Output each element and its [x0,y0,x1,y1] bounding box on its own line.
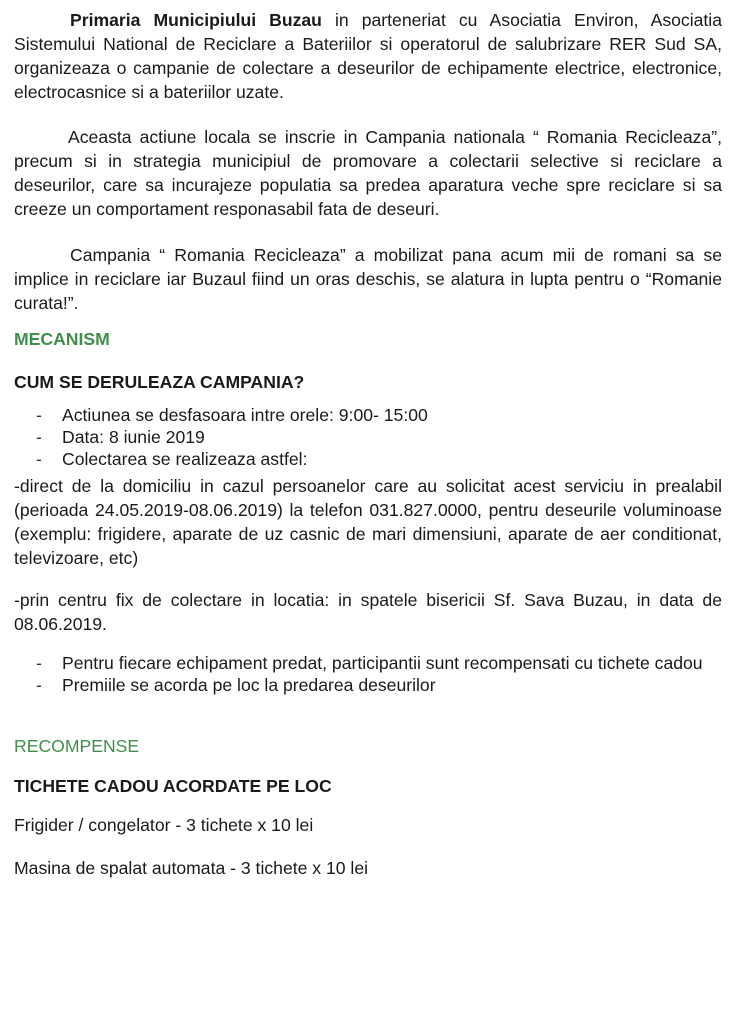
list-item: - Premiile se acorda pe loc la predarea deseurilor [36,675,436,695]
reward-item: Frigider / congelator - 3 tichete x 10 lei [14,815,314,835]
recompense-heading: RECOMPENSE [14,736,140,756]
list-item: - Pentru fiecare echipament predat, participantii sunt recompensati cu tichete cadou [36,653,703,673]
fixed-center-paragraph: -prin centru fix de colectare in locatia: in spatele bisericii Sf. Sava Buzau, in data de 08.06.2019. [14,590,722,634]
intro-paragraph-2: Aceasta actiune locala se inscrie in Campania nationala “ Romania Recicleaza”, precum si in strategia municipiul de promovare a colectarii selective si reciclare a deseurilor, care sa incurajeze populatia sa predea aparatura veche spre reciclare si sa creeze un comportament responasabil fata de deseuri. [14,127,722,219]
list-item: - Actiunea se desfasoara intre orele: 9:00- 15:00 [36,405,428,425]
gift-vouchers-title: TICHETE CADOU ACORDATE PE LOC [14,776,332,796]
list-item: - Data: 8 iunie 2019 [36,427,205,447]
dash-bullet: - [36,449,42,469]
organizer-name: Primaria Municipiului Buzau [70,10,322,30]
mecanism-heading: MECANISM [14,329,110,349]
reward-item: Masina de spalat automata - 3 tichete x 10 lei [14,858,369,878]
intro-paragraph-3: Campania “ Romania Recicleaza” a mobilizat pana acum mii de romani sa se implice in reciclare iar Buzaul fiind un oras deschis, se alatura in lupta pentru o “Romanie curata!”. [14,245,722,313]
dash-bullet: - [36,427,42,447]
home-collection-paragraph: -direct de la domiciliu in cazul persoanelor care au solicitat acest serviciu in prealabil (perioada 24.05.2019-08.06.2019) la telefon 031.827.0000, pentru deseurile voluminoase (exemplu: frigidere, aparate de uz casnic de mari dimensiuni, aparate de aer conditionat, televizoare, etc) [14,476,722,568]
campaign-details-list [14,404,722,470]
dash-bullet: - [36,653,42,673]
intro-paragraph-1-text: in parteneriat cu Asociatia Environ, Asociatia Sistemului National de Reciclare a Bateriilor si operatorul de salubrizare RER Sud SA, organizeaza o campanie de colectare a deseurilor de echipamente electrice, electronice, electrocasnice si a bateriilor uzate. [14,10,722,102]
intro-paragraph-1 [14,8,722,104]
dash-bullet: - [36,405,42,425]
rewards-info-list [14,653,722,696]
dash-bullet: - [36,675,42,695]
campaign-process-title: CUM SE DERULEAZA CAMPANIA? [14,372,305,392]
list-item: - Colectarea se realizeaza astfel: [36,449,308,469]
